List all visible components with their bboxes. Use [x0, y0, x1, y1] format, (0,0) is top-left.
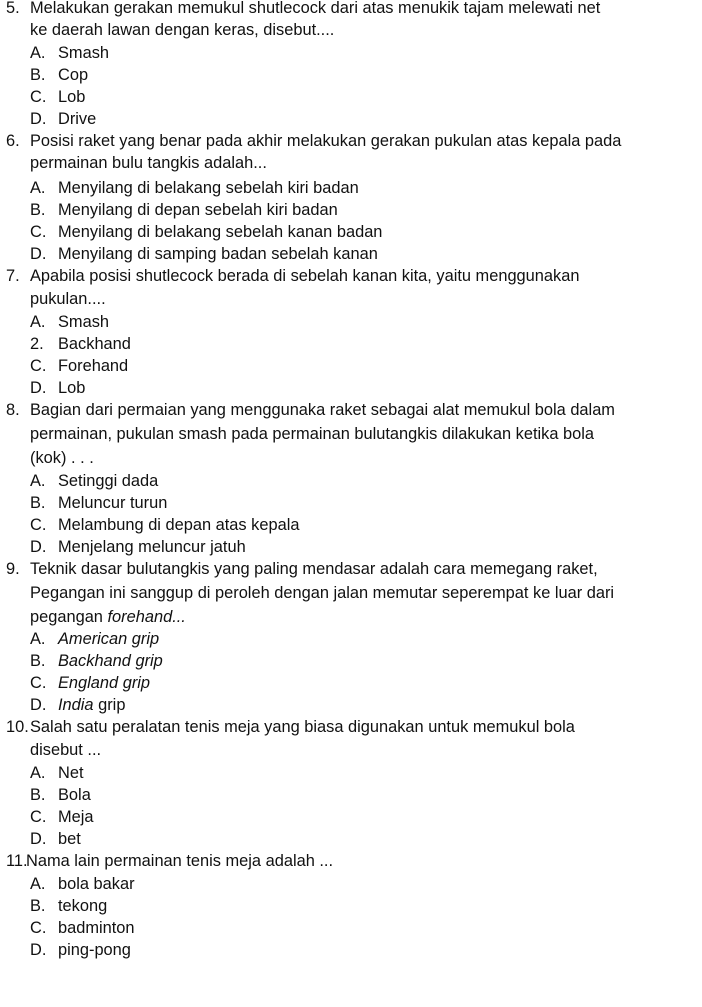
question-number: 5.: [6, 0, 20, 17]
question-number: 9.: [6, 560, 20, 578]
option-text: Lob: [58, 88, 86, 106]
option-letter: A.: [30, 875, 46, 893]
option-text: England grip: [58, 674, 151, 692]
option-text: Melambung di depan atas kepala: [58, 516, 300, 534]
option-text: [58, 694, 125, 716]
option-text: Cop: [58, 66, 89, 84]
option-letter: A.: [30, 630, 46, 648]
option-letter: C.: [30, 674, 47, 692]
question-text: Posisi raket yang benar pada akhir melakukan gerakan pukulan atas kepala pada: [30, 132, 622, 150]
option-letter: B.: [30, 494, 46, 512]
option-letter: D.: [30, 245, 47, 263]
option-letter: D.: [30, 110, 47, 128]
option-text: badminton: [58, 919, 135, 937]
option-text-italic: India: [58, 696, 94, 714]
option-text: ping-pong: [58, 941, 131, 959]
question-number: 7.: [6, 267, 20, 285]
question-text: disebut ...: [30, 741, 102, 759]
option-text: Lob: [58, 379, 86, 397]
option-text: Backhand grip: [58, 652, 163, 670]
question-text-italic: forehand...: [107, 608, 186, 626]
option-text: Backhand: [58, 335, 131, 353]
option-letter: A.: [30, 313, 46, 331]
question-text: Salah satu peralatan tenis meja yang biasa digunakan untuk memukul bola: [30, 718, 575, 736]
option-letter: A.: [30, 472, 46, 490]
option-letter: B.: [30, 201, 46, 219]
question-text: permainan bulu tangkis adalah...: [30, 154, 267, 172]
option-text: Drive: [58, 110, 97, 128]
option-letter: C.: [30, 88, 47, 106]
option-text: Smash: [58, 44, 110, 62]
option-letter: D.: [30, 830, 47, 848]
option-letter: D.: [30, 696, 47, 714]
question-text: Apabila posisi shutlecock berada di sebelah kanan kita, yaitu menggunakan: [30, 267, 580, 285]
option-text: bet: [58, 830, 81, 848]
option-letter: B.: [30, 786, 46, 804]
option-text: Meja: [58, 808, 94, 826]
option-text: Bola: [58, 786, 91, 804]
question-number: 11.: [6, 852, 28, 870]
question-number: 8.: [6, 401, 20, 419]
option-text: American grip: [58, 630, 160, 648]
question-text: Bagian dari permaian yang menggunaka raket sebagai alat memukul bola dalam: [30, 401, 615, 419]
option-text: Menyilang di belakang sebelah kiri badan: [58, 179, 359, 197]
option-text: bola bakar: [58, 875, 135, 893]
option-text-plain: grip: [93, 696, 126, 714]
option-letter: D.: [30, 538, 47, 556]
option-letter: C.: [30, 919, 47, 937]
option-text: Menjelang meluncur jatuh: [58, 538, 246, 556]
question-text: Melakukan gerakan memukul shutlecock dari atas menukik tajam melewati net: [30, 0, 601, 17]
question-text: (kok) . . .: [30, 449, 94, 467]
option-text: tekong: [58, 897, 108, 915]
question-text: Teknik dasar bulutangkis yang paling mendasar adalah cara memegang raket,: [30, 560, 598, 578]
option-letter: B.: [30, 897, 46, 915]
option-text: Meluncur turun: [58, 494, 168, 512]
question-text: pukulan....: [30, 290, 106, 308]
option-letter: C.: [30, 223, 47, 241]
option-text: Menyilang di belakang sebelah kanan badan: [58, 223, 383, 241]
option-letter: 2.: [30, 335, 44, 353]
question-text-plain: pegangan: [30, 608, 108, 626]
option-letter: A.: [30, 44, 46, 62]
option-text: Smash: [58, 313, 110, 331]
option-letter: C.: [30, 357, 47, 375]
option-letter: A.: [30, 764, 46, 782]
option-text: Setinggi dada: [58, 472, 159, 490]
option-text: Menyilang di samping badan sebelah kanan: [58, 245, 378, 263]
question-number: 10.: [6, 718, 29, 736]
option-letter: D.: [30, 379, 47, 397]
option-text: Forehand: [58, 357, 129, 375]
question-text: [30, 606, 186, 628]
option-letter: D.: [30, 941, 47, 959]
option-letter: B.: [30, 652, 46, 670]
option-letter: A.: [30, 179, 46, 197]
option-text: Menyilang di depan sebelah kiri badan: [58, 201, 338, 219]
question-text: Pegangan ini sanggup di peroleh dengan jalan memutar seperempat ke luar dari: [30, 584, 615, 602]
option-letter: C.: [30, 516, 47, 534]
question-text: ke daerah lawan dengan keras, disebut....: [30, 21, 335, 39]
question-text: permainan, pukulan smash pada permainan bulutangkis dilakukan ketika bola: [30, 425, 595, 443]
question-number: 6.: [6, 132, 20, 150]
question-text: Nama lain permainan tenis meja adalah ...: [26, 852, 334, 870]
option-letter: C.: [30, 808, 47, 826]
option-text: Net: [58, 764, 84, 782]
option-letter: B.: [30, 66, 46, 84]
